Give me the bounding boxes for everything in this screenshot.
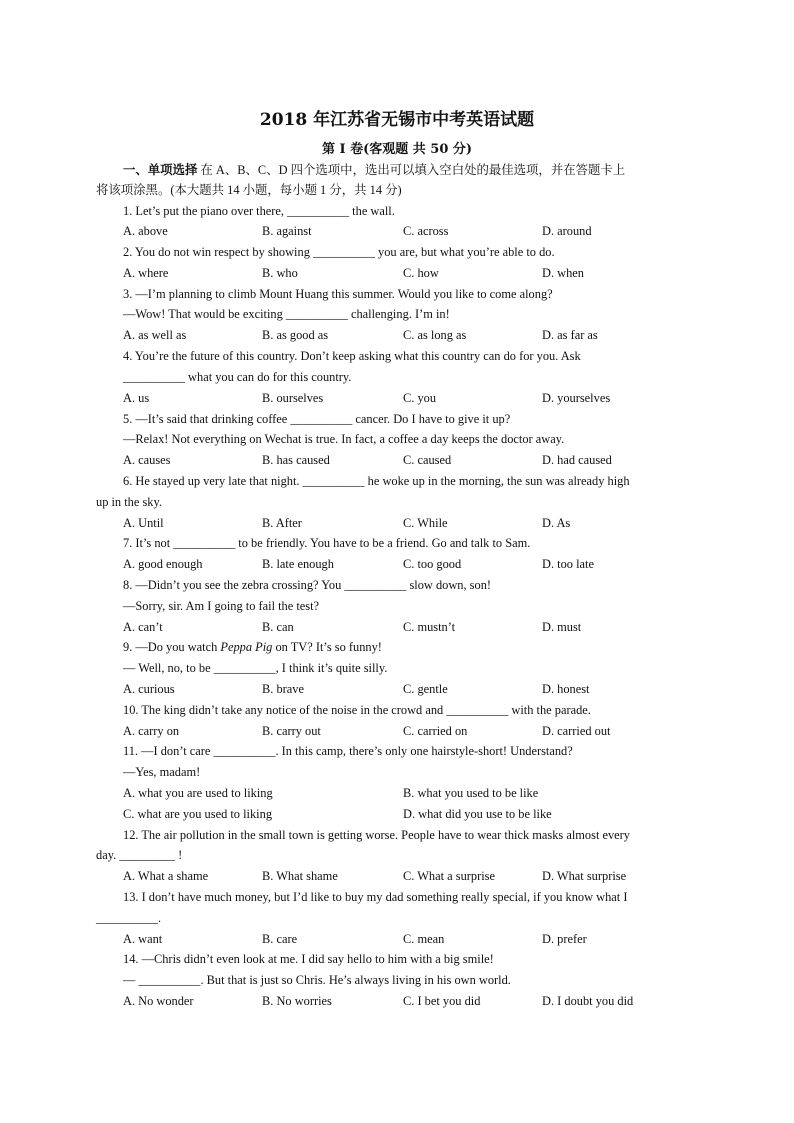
q1-option-d: D. around [542, 224, 592, 238]
q3-option-c: C. as long as [403, 328, 467, 342]
q3-option-d: D. as far as [542, 328, 598, 342]
q14-option-c: C. I bet you did [403, 994, 481, 1008]
question-12-cont: day. _________ ! [96, 848, 183, 862]
q4-option-a: A. us [123, 391, 150, 405]
question-9 [123, 639, 382, 655]
q14-option-a: A. No wonder [123, 994, 194, 1008]
q6-option-b: B. After [262, 516, 302, 530]
q6-option-c: C. While [403, 516, 448, 530]
question-10: 10. The king didn’t take any notice of the noise in the crowd and __________ with the parade. [123, 703, 591, 717]
question-2: 2. You do not win respect by showing __________ you are, but what you’re able to do. [123, 245, 555, 259]
question-3: 3. —I’m planning to climb Mount Huang this summer. Would you like to come along? [123, 287, 553, 301]
q12-option-d: D. What surprise [542, 869, 627, 883]
q10-option-d: D. carried out [542, 724, 611, 738]
q3-option-b: B. as good as [262, 328, 329, 342]
question-6: 6. He stayed up very late that night. __________ he woke up in the morning, the sun was already high [123, 474, 630, 488]
question-13-cont: __________. [96, 911, 162, 925]
q10-option-a: A. carry on [123, 724, 180, 738]
q7-option-a: A. good enough [123, 557, 203, 571]
question-11: 11. —I don’t care __________. In this camp, there’s only one hairstyle-short! Understand? [123, 744, 573, 758]
q12-option-a: A. What a shame [123, 869, 209, 883]
section-instructions-cont: 将该项涂黑。(本大题共 14 小题，每小题 1 分，共 14 分) [96, 183, 402, 197]
q10-option-c: C. carried on [403, 724, 468, 738]
q11-option-a: A. what you are used to liking [123, 786, 273, 800]
q9-option-a: A. curious [123, 682, 175, 696]
q4-option-d: D. yourselves [542, 391, 611, 405]
q13-option-b: B. care [262, 932, 298, 946]
section-heading: 一、单项选择 [123, 163, 198, 177]
question-4-cont: __________ what you can do for this country. [123, 370, 352, 384]
question-3-reply: —Wow! That would be exciting __________ challenging. I’m in! [123, 307, 450, 321]
q9-option-c: C. gentle [403, 682, 448, 696]
question-5-reply: —Relax! Not everything on Wechat is true. In fact, a coffee a day keeps the doctor away. [123, 432, 565, 446]
q7-option-c: C. too good [403, 557, 462, 571]
exam-title: 2018 年江苏省无锡市中考英语试题 [259, 110, 535, 130]
question-7: 7. It’s not __________ to be friendly. You have to be a friend. Go and talk to Sam. [123, 536, 531, 550]
question-5: 5. —It’s said that drinking coffee __________ cancer. Do I have to give it up? [123, 412, 511, 426]
q1-option-b: B. against [262, 224, 312, 238]
q8-option-d: D. must [542, 620, 582, 634]
question-9-text: 9. —Do you watch [123, 640, 221, 654]
q9-option-d: D. honest [542, 682, 590, 696]
q8-option-b: B. can [262, 620, 294, 634]
q11-option-c: C. what are you used to liking [123, 807, 273, 821]
q4-option-b: B. ourselves [262, 391, 324, 405]
q8-option-a: A. can’t [123, 620, 163, 634]
q6-option-a: A. Until [123, 516, 164, 530]
q10-option-b: B. carry out [262, 724, 321, 738]
q8-option-c: C. mustn’t [403, 620, 456, 634]
question-13: 13. I don’t have much money, but I’d like to buy my dad something really special, if you know what I [123, 890, 628, 904]
question-14: 14. —Chris didn’t even look at me. I did say hello to him with a big smile! [123, 952, 494, 966]
q1-option-a: A. above [123, 224, 168, 238]
q13-option-c: C. mean [403, 932, 445, 946]
question-4: 4. You’re the future of this country. Don’t keep asking what this country can do for you. Ask [123, 349, 581, 363]
q5-option-d: D. had caused [542, 453, 612, 467]
q1-option-c: C. across [403, 224, 449, 238]
q5-option-a: A. causes [123, 453, 171, 467]
q14-option-b: B. No worries [262, 994, 332, 1008]
q4-option-c: C. you [403, 391, 437, 405]
q7-option-b: B. late enough [262, 557, 334, 571]
question-8-reply: —Sorry, sir. Am I going to fail the test? [123, 599, 320, 613]
q11-option-b: B. what you used to be like [403, 786, 539, 800]
q5-option-c: C. caused [403, 453, 452, 467]
q11-option-d: D. what did you use to be like [403, 807, 552, 821]
q2-option-b: B. who [262, 266, 298, 280]
question-8: 8. —Didn’t you see the zebra crossing? You __________ slow down, son! [123, 578, 492, 592]
q13-option-a: A. want [123, 932, 163, 946]
section-instructions-text: 在 A、B、C、D 四个选项中，选出可以填入空白处的最佳选项，并在答题卡上 [197, 163, 626, 177]
q3-option-a: A. as well as [123, 328, 187, 342]
q2-option-a: A. where [123, 266, 169, 280]
question-1: 1. Let’s put the piano over there, __________ the wall. [123, 204, 395, 218]
question-14-reply: — __________. But that is just so Chris. He’s always living in his own world. [123, 973, 511, 987]
section-instructions [123, 162, 625, 178]
question-12: 12. The air pollution in the small town is getting worse. People have to wear thick masks almost every [123, 828, 630, 842]
question-9-reply: — Well, no, to be __________, I think it’s quite silly. [123, 661, 388, 675]
q7-option-d: D. too late [542, 557, 594, 571]
question-11-reply: —Yes, madam! [123, 765, 201, 779]
q6-option-d: D. As [542, 516, 571, 530]
part-subtitle: 第 I 卷(客观题 共 50 分) [321, 142, 473, 157]
question-6-cont: up in the sky. [96, 495, 162, 509]
question-9-text-end: on TV? It’s so funny! [272, 640, 382, 654]
question-9-show-title: Peppa Pig [220, 640, 273, 654]
q2-option-d: D. when [542, 266, 584, 280]
q2-option-c: C. how [403, 266, 439, 280]
q5-option-b: B. has caused [262, 453, 330, 467]
q12-option-c: C. What a surprise [403, 869, 495, 883]
q14-option-d: D. I doubt you did [542, 994, 634, 1008]
q9-option-b: B. brave [262, 682, 304, 696]
q12-option-b: B. What shame [262, 869, 338, 883]
q13-option-d: D. prefer [542, 932, 587, 946]
